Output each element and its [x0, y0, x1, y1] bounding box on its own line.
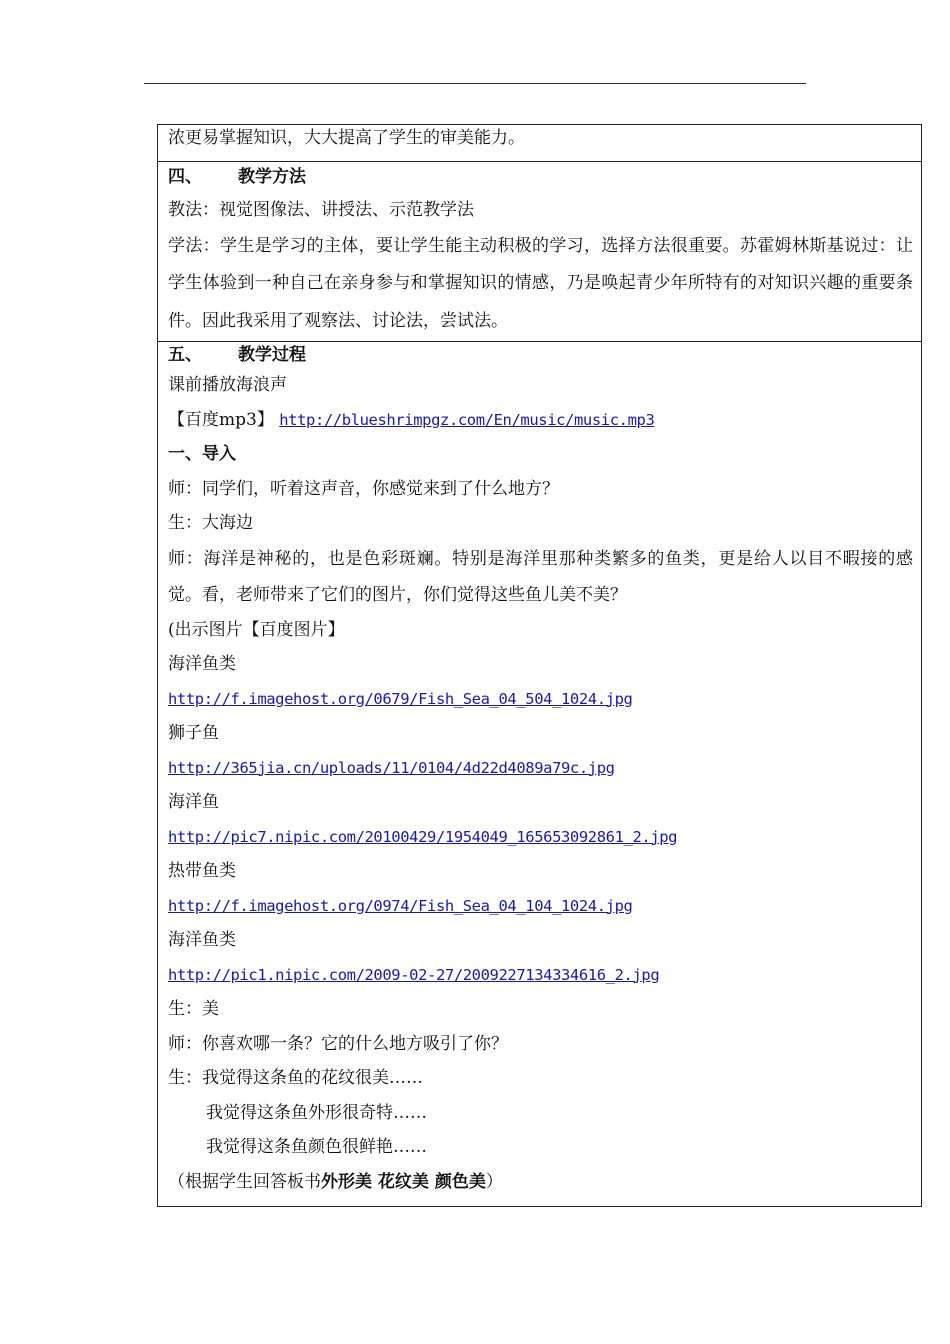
picture-link-line	[168, 682, 913, 717]
picture-link[interactable]: http://365jia.cn/uploads/11/0104/4d22d4089a79c.jpg	[168, 758, 615, 777]
board-prefix: （根据学生回答板书	[168, 1171, 321, 1192]
dialogue-line: 生：我觉得这条鱼的花纹很美……	[168, 1068, 423, 1088]
table-row	[158, 125, 922, 162]
picture-caption: 狮子鱼	[168, 723, 219, 743]
table-row	[158, 342, 922, 1207]
section-number: 四、	[168, 167, 202, 187]
board-keywords: 外形美 花纹美 颜色美	[321, 1171, 486, 1192]
mp3-line	[168, 403, 913, 438]
header-rule	[144, 83, 806, 84]
mp3-link[interactable]: http://blueshrimpgz.com/En/music/music.mp3	[279, 410, 655, 429]
dialogue-line: 我觉得这条鱼颜色很鲜艳……	[206, 1137, 427, 1157]
intro-heading: 一、导入	[168, 444, 236, 464]
picture-caption: 海洋鱼类	[168, 654, 236, 674]
picture-link-line	[168, 751, 913, 786]
section-heading	[168, 342, 913, 368]
dialogue-line: 生：大海边	[168, 513, 253, 533]
section-title: 教学方法	[238, 167, 306, 187]
board-suffix: ）	[485, 1171, 503, 1192]
picture-caption: 热带鱼类	[168, 861, 236, 881]
section-heading	[168, 162, 913, 192]
picture-link[interactable]: http://pic7.nipic.com/20100429/1954049_165653092861_2.jpg	[168, 827, 678, 846]
section-title: 教学过程	[238, 345, 306, 365]
picture-link[interactable]: http://f.imagehost.org/0974/Fish_Sea_04_104_1024.jpg	[168, 896, 633, 915]
continuation-text: 浓更易掌握知识，大大提高了学生的审美能力。	[168, 128, 525, 148]
pre-class-note: 课前播放海浪声	[168, 375, 287, 395]
learning-method-text: 学法：学生是学习的主体，要让学生能主动积极的学习，选择方法很重要。苏霍姆林斯基说过：让学生体验到一种自己在亲身参与和掌握知识的情感，乃是唤起青少年所特有的对知识兴趣的重要条件。因此我采用了观察法、讨论法，尝试法。	[168, 236, 913, 331]
dialogue-line: 师：海洋是神秘的，也是色彩斑斓。特别是海洋里那种类繁多的鱼类，更是给人以目不暇接的感觉。看，老师带来了它们的图片，你们觉得这些鱼儿美不美？	[168, 548, 913, 605]
picture-link-line	[168, 958, 913, 993]
picture-link[interactable]: http://f.imagehost.org/0679/Fish_Sea_04_504_1024.jpg	[168, 689, 633, 708]
picture-caption: 海洋鱼类	[168, 930, 236, 950]
dialogue-line: 生：美	[168, 999, 219, 1019]
teaching-method-text: 教法：视觉图像法、讲授法、示范教学法	[168, 200, 474, 220]
picture-link[interactable]: http://pic1.nipic.com/2009-02-27/2009227134334616_2.jpg	[168, 965, 660, 984]
show-pictures-note: (出示图片【百度图片】	[168, 619, 345, 640]
board-note	[168, 1165, 913, 1200]
table-cell-teaching-process	[158, 342, 922, 1207]
table-cell-continuation	[158, 125, 922, 162]
picture-link-line	[168, 889, 913, 924]
section-number: 五、	[168, 345, 202, 365]
dialogue-line: 师：同学们，听着这声音，你感觉来到了什么地方？	[168, 478, 559, 499]
mp3-label: 【百度mp3】	[168, 409, 274, 430]
picture-caption: 海洋鱼	[168, 792, 219, 812]
table-cell-teaching-methods	[158, 162, 922, 342]
picture-link-line	[168, 820, 913, 855]
dialogue-line: 师：你喜欢哪一条？它的什么地方吸引了你？	[168, 1033, 508, 1054]
lesson-plan-table	[157, 124, 922, 1207]
table-row	[158, 162, 922, 342]
dialogue-line: 我觉得这条鱼外形很奇特……	[206, 1102, 427, 1123]
